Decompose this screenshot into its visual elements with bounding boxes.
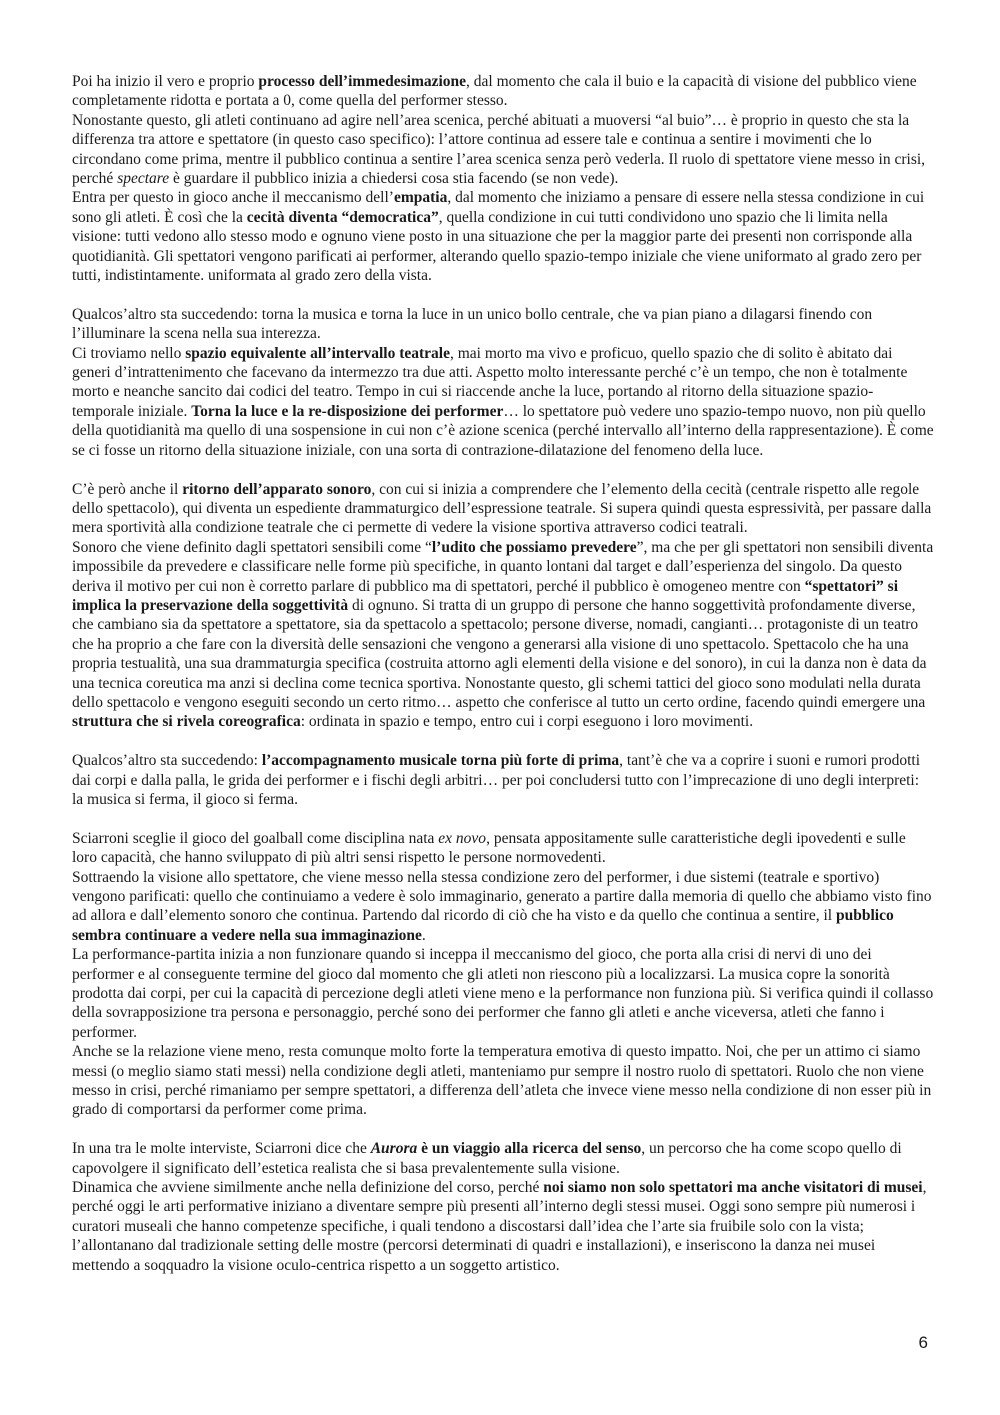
paragraph-spacer xyxy=(72,809,934,828)
page-number: 6 xyxy=(918,1333,928,1352)
italic-text: spectare xyxy=(117,170,170,188)
paragraph-spacer xyxy=(72,460,934,479)
text-run: ”, ma che per gli spettatori non sensibili diventa impossibile da prevedere e classificare nelle forme più specifiche, in quanto lontani dal target e dall’esperienza del singolo. Da questo deriva il motivo per cui non è corretto parlare di pubblico ma di spettatori, perché il pubblico è omogeneo mentre con xyxy=(72,538,934,595)
paragraph xyxy=(72,305,934,344)
paragraph xyxy=(72,538,934,732)
text-run: Dinamica che avviene similmente anche nella definizione del corso, perché xyxy=(72,1179,544,1197)
text-run: In una tra le molte interviste, Sciarroni dice che xyxy=(72,1140,371,1158)
bold-text: l’udito che possiamo prevedere xyxy=(431,538,637,556)
paragraph xyxy=(72,72,934,111)
text-run: Sottraendo la visione allo spettatore, che viene messo nella stessa condizione zero del performer, i due sistemi (teatrale e sportivo) vengono parificati: quello che continuiamo a vedere è solo immaginario, generato a partire dalla memoria di quello che abbiamo visto fino ad allora e dall’elemento sonoro che continua. Partendo dal ricordo di ciò che ha visto e da quello che continua a sentire, il xyxy=(72,868,932,925)
bold-italic-text: Aurora xyxy=(370,1140,418,1158)
paragraph xyxy=(72,945,934,1042)
paragraph-spacer xyxy=(72,285,934,304)
bold-text: cecità diventa “democratica” xyxy=(246,208,439,226)
bold-text: spazio equivalente all’intervallo teatrale xyxy=(185,344,450,362)
document-body xyxy=(72,72,934,1275)
paragraph xyxy=(72,188,934,285)
paragraph xyxy=(72,868,934,946)
text-run: Qualcos’altro sta succedendo: torna la musica e torna la luce in un unico bollo centrale, che va pian piano a dilagarsi finendo con l’illuminare la scena nella sua interezza. xyxy=(72,305,873,343)
text-run: , quella condizione in cui tutti condividono uno spazio che li limita nella visione: tutti vedono allo stesso modo e ognuno viene posto in una situazione che per la maggior parte dei presenti non corrisponde alla quotidianità. Gli spettatori vengono parificati ai performer, alterando quello spazio-tempo iniziale che viene uniformato al grado zero per tutti, indistintamente. uniformata al grado zero della vista. xyxy=(72,208,922,285)
bold-text: Torna la luce e la re-disposizione dei performer xyxy=(191,402,504,420)
bold-text: processo dell’immedesimazione xyxy=(258,73,467,90)
text-run: Poi ha inizio il vero e proprio xyxy=(72,73,259,90)
text-run: Sonoro che viene definito dagli spettatori sensibili come “ xyxy=(72,538,432,556)
text-run: , pensata appositamente sulle caratteristiche degli ipovedenti e sulle loro capacità, che hanno sviluppato di più altri sensi rispetto le persone normovedenti. xyxy=(72,829,906,867)
italic-text: ex novo xyxy=(438,829,487,847)
text-run: , mai morto ma vivo e proficuo, quello spazio che di solito è abitato dai generi d’intrattenimento che facevano da intermezzo tra due atti. Aspetto molto interessante perché c’è un tempo, che non è totalmente morto e neanche sancito dai codici del teatro. Tempo in cui si riaccende anche la luce, portando al ritorno della situazione spazio-temporale iniziale. xyxy=(72,344,908,420)
text-run: , perché oggi le arti performative iniziano a diventare sempre più presenti all’interno degli stessi musei. Oggi sono sempre più numerosi i curatori museali che hanno competenze specifiche, i quali tendono a discostarsi dall’idea che l’arte sia fruibile solo con la vista; l’allontanano dal tradizionale setting delle mostre (percorsi determinati di quadri e installazioni), e inseriscono la danza nei musei mettendo a soqquadro la visione oculo-centrica rispetto a un soggetto artistico. xyxy=(72,1179,927,1274)
text-run: Ci troviamo nello xyxy=(72,344,186,362)
bold-text: empatia xyxy=(393,189,448,207)
paragraph xyxy=(72,1139,934,1178)
text-run: , un percorso che ha come scopo quello di capovolgere il significato dell’estetica realista che si basa prevalentemente sulla visione. xyxy=(72,1140,902,1177)
text-run: Anche se la relazione viene meno, resta comunque molto forte la temperatura emotiva di questo impatto. Noi, che per un attimo ci siamo messi (o meglio siamo stati messi) nella condizione degli atleti, manteniamo pur sempre il nostro ruolo di spettatori. Ruolo che non viene messo in crisi, perché rimaniamo per sempre spettatori, a differenza dell’atleta che invece viene messo nella condizione di non esser più in grado di comportarsi da performer come prima. xyxy=(72,1043,932,1119)
bold-text: è un viaggio alla ricerca del senso xyxy=(417,1140,642,1158)
paragraph xyxy=(72,111,934,189)
text-run: di ognuno. Si tratta di un gruppo di persone che hanno soggettività profondamente diverse, che cambiano sia da spettatore a spettatore, sia da spettacolo a spettacolo; persone diverse, nomadi, cangianti… protagoniste di un teatro che ha proprio a che fare con la diversità delle sensazioni che vengono a generarsi alla visione di uno spettacolo. Spettacolo che ha una propria testualità, una sua drammaturgia specifica (costruita attorno agli elementi della visione e del sonoro), in cui la danza non è data da una tecnica coreutica ma anzi si declina come tecnica sportiva. Nonostante questo, gli schemi tattici del gioco sono modulati nella durata dello spettacolo e vengono eseguiti secondo un certo ritmo… aspetto che conferisce al tutto un certo ordine, facendo quindi emergere una xyxy=(72,596,927,711)
text-run: C’è però anche il xyxy=(72,480,183,498)
text-run: Sciarroni sceglie il gioco del goalball come disciplina nata xyxy=(72,829,439,847)
text-run: : ordinata in spazio e tempo, entro cui i corpi eseguono i loro movimenti. xyxy=(300,713,754,731)
bold-text: pubblico sembra continuare a vedere nella sua immaginazione xyxy=(72,907,894,944)
paragraph xyxy=(72,480,934,538)
text-run: La performance-partita inizia a non funzionare quando si inceppa il meccanismo del gioco, che porta alla crisi di nervi di uno dei performer e al conseguente termine del gioco dal momento che gli atleti non riescono più a localizzarsi. La musica copre la sonorità prodotta dai corpi, per cui la capacità di percezione degli atleti viene meno e la performance non funziona più. Si verifica quindi il collasso della sovrapposizione tra persona e personaggio, perché sono dei performer che fanno gli atleti e anche viceversa, atleti che fanno i performer. xyxy=(72,946,934,1041)
paragraph xyxy=(72,344,934,460)
text-run: . xyxy=(421,926,426,944)
paragraph xyxy=(72,829,934,868)
text-run: , dal momento che iniziamo a pensare di essere nella stessa condizione in cui sono gli atleti. È così che la xyxy=(72,189,925,226)
text-run: Nonostante questo, gli atleti continuano ad agire nell’area scenica, perché abituati a muoversi “al buio”… è proprio in questo che sta la differenza tra attore e spettatore (in questo caso specifico): l’attore continua ad essere tale e continua a sentire i movimenti che lo circondano come prima, mentre il pubblico continua a sentire l’area scenica senza però vederla. Il ruolo di spettatore viene messo in crisi, perché xyxy=(72,111,926,188)
text-run: , tant’è che va a coprire i suoni e rumori prodotti dai corpi e dalla palla, le grida dei performer e i fischi degli arbitri… per poi concludersi tutto con l’imprecazione di uno degli interpreti: la musica si ferma, il gioco si ferma. xyxy=(72,752,920,808)
bold-text: noi siamo non solo spettatori ma anche visitatori di musei xyxy=(543,1179,923,1197)
bold-text: l’accompagnamento musicale torna più forte di prima xyxy=(261,752,620,770)
text-run: è guardare il pubblico inizia a chiedersi cosa stia facendo (se non vede). xyxy=(169,170,619,188)
paragraph-spacer xyxy=(72,732,934,751)
paragraph xyxy=(72,1042,934,1120)
paragraph xyxy=(72,751,934,809)
text-run: , con cui si inizia a comprendere che l’elemento della cecità (centrale rispetto alle regole dello spettacolo), qui diventa un espediente drammaturgico dell’espressione teatrale. Si supera quindi questa espressività, per passare dalla mera sportività alla condizione teatrale che ci permette di vedere la visione sportiva attraverso codici teatrali. xyxy=(72,480,932,537)
bold-text: ritorno dell’apparato sonoro xyxy=(182,480,372,498)
bold-text: struttura che si rivela coreografica xyxy=(72,713,301,731)
paragraph xyxy=(72,1178,934,1275)
paragraph-spacer xyxy=(72,1120,934,1139)
text-run: … lo spettatore può vedere uno spazio-tempo nuovo, non più quello della quotidianità ma quello di una sospensione in cui non c’è azione scenica (perché intervallo all’interno della rappresentazione). È come se ci fosse un ritorno della situazione iniziale, con una sorta di contrazione-dilatazione del fenomeno della luce. xyxy=(72,402,934,459)
text-run: Entra per questo in gioco anche il meccanismo dell’ xyxy=(72,189,394,207)
text-run: Qualcos’altro sta succedendo: xyxy=(72,752,262,770)
text-run: , dal momento che cala il buio e la capacità di visione del pubblico viene completamente ridotta e portata a 0, come quella del performer stesso. xyxy=(72,73,917,110)
bold-text: “spettatori” si implica la preservazione della soggettività xyxy=(72,577,898,614)
